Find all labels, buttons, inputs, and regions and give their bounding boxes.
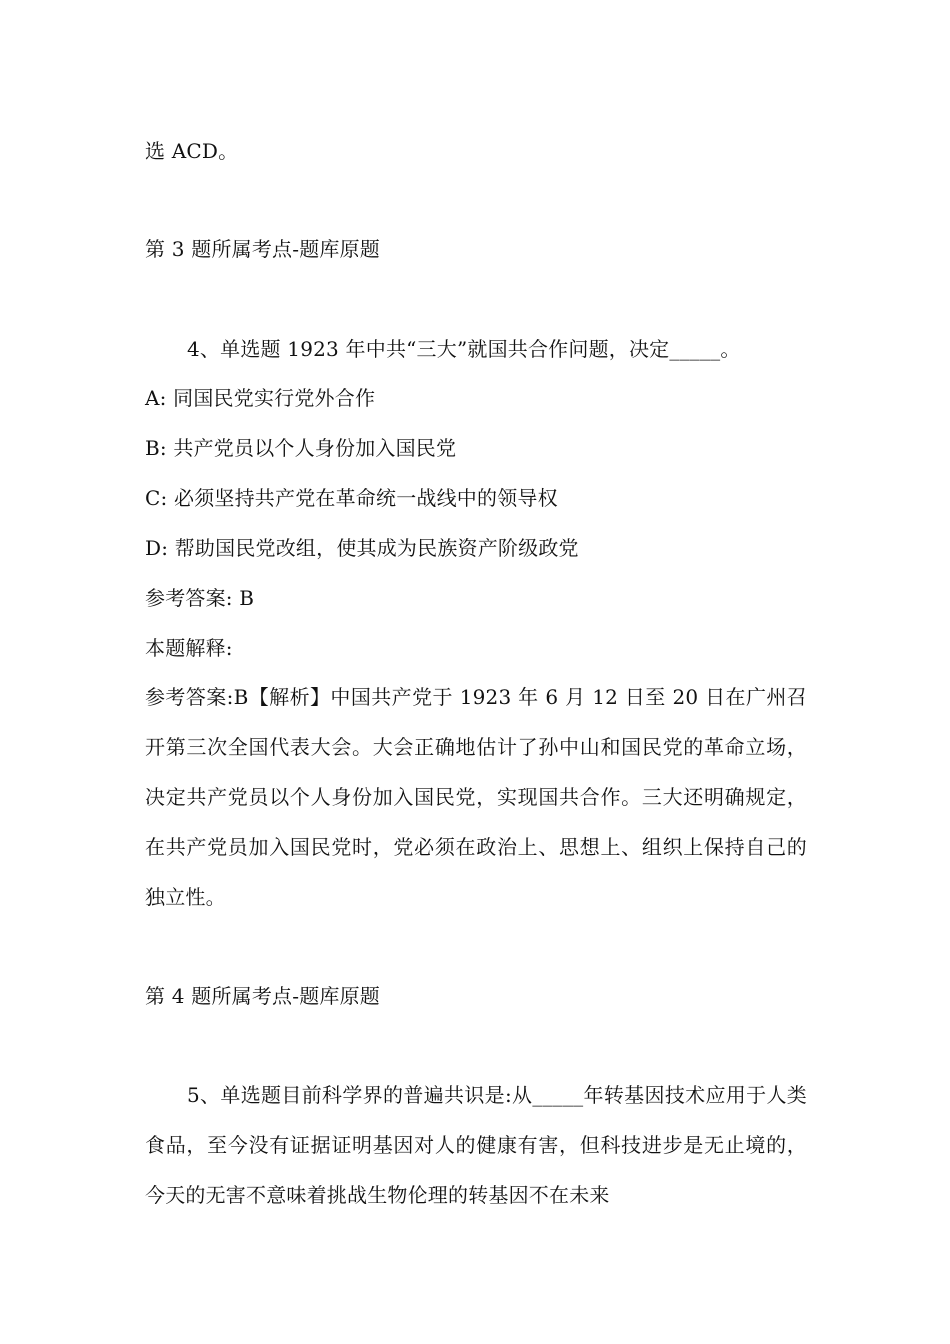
question-4-answer: 参考答案: B bbox=[145, 586, 255, 610]
topic-4-label: 第 4 题所属考点-题库原题 bbox=[145, 984, 380, 1008]
question-4-explanation: 参考答案:B【解析】中国共产党于 1923 年 6 月 12 日至 20 日在广州召开第三次全国代表大会。大会正确地估计了孙中山和国民党的革命立场，决定共产党员以个人身份加入国民党，实现国共合作。三大还明确规定，在共产党员加入国民党时，党必须在政治上、思想上、组织上保持自己的独立性。 bbox=[145, 685, 807, 909]
question-4-option-c: C: 必须坚持共产党在革命统一战线中的领导权 bbox=[145, 486, 558, 510]
question-5-text: 5、单选题目前科学界的普遍共识是:从_____年转基因技术应用于人类食品，至今没有证据证明基因对人的健康有害，但科技进步是无止境的，今天的无害不意味着挑战生物伦理的转基因不在未来 bbox=[145, 1083, 807, 1207]
answer-tail-text: 选 ACD。 bbox=[145, 139, 239, 163]
question-4-text: 4、单选题 1923 年中共“三大”就国共合作问题，决定_____。 bbox=[187, 337, 741, 361]
question-4-option-b: B: 共产党员以个人身份加入国民党 bbox=[145, 436, 457, 460]
topic-3-label: 第 3 题所属考点-题库原题 bbox=[145, 237, 380, 261]
question-4-option-a: A: 同国民党实行党外合作 bbox=[145, 386, 376, 410]
question-4-explain-label: 本题解释: bbox=[145, 636, 233, 660]
question-4-option-d: D: 帮助国民党改组，使其成为民族资产阶级政党 bbox=[145, 536, 579, 560]
